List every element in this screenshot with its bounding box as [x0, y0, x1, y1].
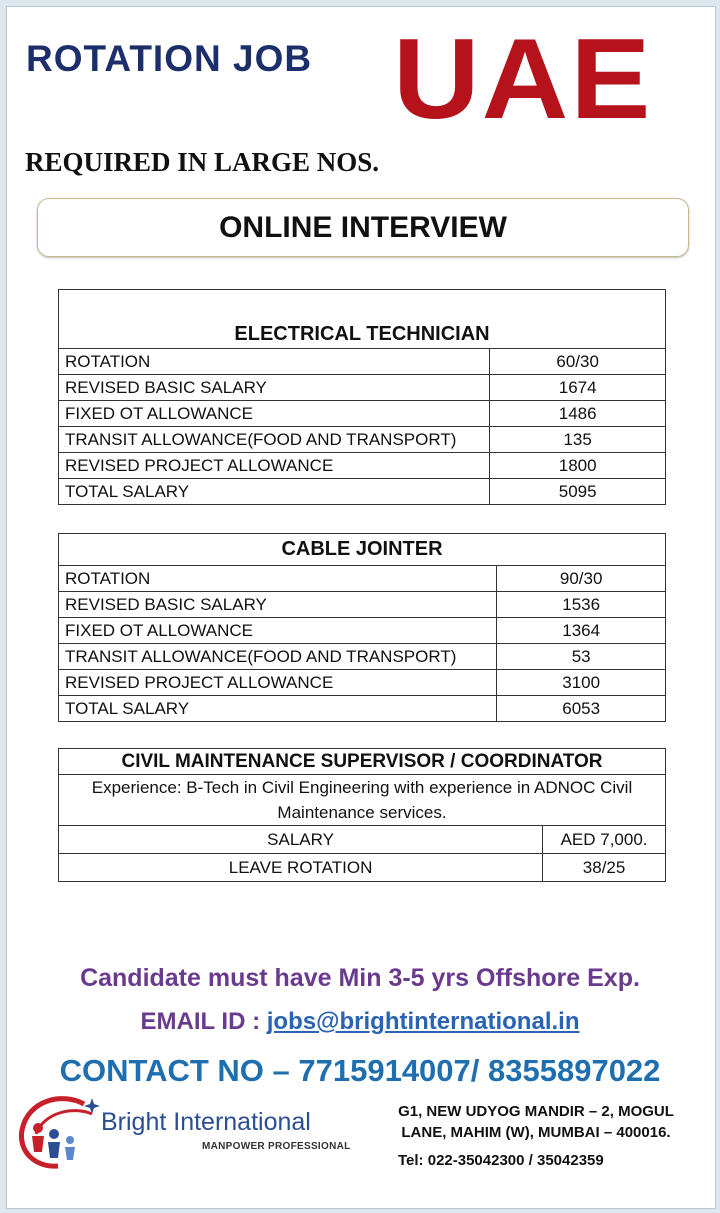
contact-number: CONTACT NO – 7715914007/ 8355897022 — [59, 1053, 661, 1088]
table-row: REVISED PROJECT ALLOWANCE 1800 — [59, 453, 666, 479]
country-heading: UAE — [393, 15, 653, 143]
table-row: REVISED BASIC SALARY 1674 — [59, 375, 666, 401]
electrical-technician-table — [58, 289, 666, 505]
brand-name: Bright International — [101, 1108, 311, 1136]
address-line-2: LANE, MAHIM (W), MUMBAI – 400016. — [401, 1124, 671, 1141]
table-row: FIXED OT ALLOWANCE 1364 — [59, 618, 666, 644]
address-line-1: G1, NEW UDYOG MANDIR – 2, MOGUL — [398, 1103, 674, 1120]
experience-text: Experience: B-Tech in Civil Engineering with experience in ADNOC Civil Maintenance services. — [59, 775, 666, 826]
job-title: ELECTRICAL TECHNICIAN — [59, 290, 666, 349]
table-row: TOTAL SALARY 5095 — [59, 479, 666, 505]
table-row: FIXED OT ALLOWANCE 1486 — [59, 401, 666, 427]
email-label: EMAIL ID : — [140, 1008, 267, 1035]
address — [380, 1101, 692, 1143]
candidate-requirement: Candidate must have Min 3-5 yrs Offshore Exp. — [80, 964, 640, 992]
brand-tagline: MANPOWER PROFESSIONAL — [202, 1141, 351, 1152]
table-row: TRANSIT ALLOWANCE(FOOD AND TRANSPORT) 135 — [59, 427, 666, 453]
civil-maintenance-table — [58, 748, 666, 882]
email-line — [0, 1008, 720, 1036]
telephone: Tel: 022-35042300 / 35042359 — [398, 1152, 604, 1169]
table-row: TOTAL SALARY 6053 — [59, 696, 666, 722]
table-row: LEAVE ROTATION 38/25 — [59, 854, 666, 882]
table-row: ROTATION 90/30 — [59, 566, 666, 592]
table-row: REVISED PROJECT ALLOWANCE 3100 — [59, 670, 666, 696]
email-link[interactable]: jobs@brightinternational.in — [266, 1008, 580, 1035]
page-title: ROTATION JOB — [26, 38, 313, 79]
table-row: TRANSIT ALLOWANCE(FOOD AND TRANSPORT) 53 — [59, 644, 666, 670]
job-title: CIVIL MAINTENANCE SUPERVISOR / COORDINATOR — [59, 749, 666, 775]
table-row: REVISED BASIC SALARY 1536 — [59, 592, 666, 618]
online-interview-banner: ONLINE INTERVIEW — [37, 198, 689, 257]
cable-jointer-table — [58, 533, 666, 722]
table-row: ROTATION 60/30 — [59, 349, 666, 375]
job-title: CABLE JOINTER — [59, 534, 666, 566]
bright-logo-icon — [14, 1094, 100, 1170]
subtitle: REQUIRED IN LARGE NOS. — [25, 147, 380, 177]
table-row: SALARY AED 7,000. — [59, 826, 666, 854]
